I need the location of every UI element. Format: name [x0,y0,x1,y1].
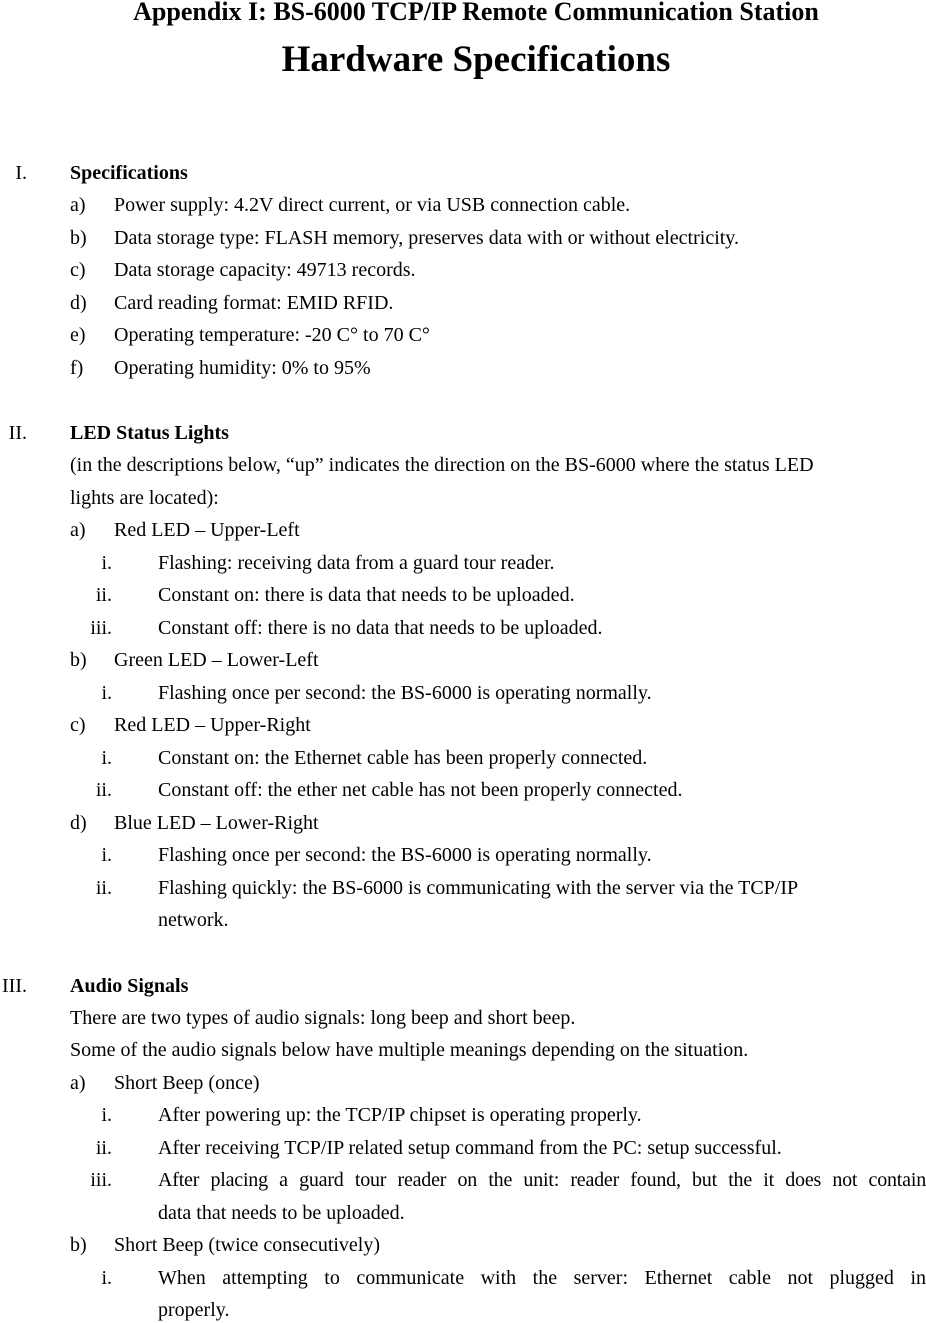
list-item: Blue LED – Lower-Right [114,812,319,834]
list-marker: c) [70,714,86,736]
list-marker: d) [70,812,87,834]
sublist-marker: i. [101,552,112,574]
list-marker: e) [70,324,86,346]
sublist-marker: i. [101,747,112,769]
sublist-item: Flashing: receiving data from a guard tour reader. [158,552,555,574]
sublist-marker: iii. [90,617,112,639]
list-marker: b) [70,1234,87,1256]
sublist-item-continued: properly. [158,1299,230,1321]
list-item: Operating humidity: 0% to 95% [114,357,371,379]
sublist-marker: ii. [95,877,112,899]
list-item: Power supply: 4.2V direct current, or via USB connection cable. [114,194,631,216]
list-item: Short Beep (twice consecutively) [114,1234,381,1256]
section-numeral: II. [8,422,27,444]
section-numeral: I. [15,162,27,184]
list-marker: a) [70,194,86,216]
list-marker: c) [70,259,86,281]
section-heading: Specifications [70,162,188,184]
sublist-item: After receiving TCP/IP related setup command from the PC: setup successful. [158,1137,782,1159]
sublist-item: After powering up: the TCP/IP chipset is operating properly. [158,1104,642,1126]
list-item: Red LED – Upper-Right [114,714,311,736]
sublist-marker: ii. [95,584,112,606]
section-heading: LED Status Lights [70,422,229,444]
section-intro: Some of the audio signals below have multiple meanings depending on the situation. [70,1039,749,1061]
list-item: Data storage capacity: 49713 records. [114,259,416,281]
section-intro: lights are located): [70,487,219,509]
sublist-marker: i. [101,1267,112,1289]
document-title-line2: Hardware Specifications [281,39,671,80]
sublist-marker: i. [101,1104,112,1126]
sublist-marker: i. [101,682,112,704]
sublist-item: Flashing once per second: the BS-6000 is operating normally. [158,844,652,866]
list-item: Green LED – Lower-Left [114,649,319,671]
list-marker: b) [70,227,87,249]
sublist-item: When attempting to communicate with the server: Ethernet cable not plugged in [158,1267,926,1289]
sublist-item: Constant off: the ether net cable has not been properly connected. [158,779,683,801]
sublist-item: Flashing once per second: the BS-6000 is operating normally. [158,682,652,704]
list-item: Card reading format: EMID RFID. [114,292,394,314]
list-marker: b) [70,649,87,671]
sublist-item: Constant on: there is data that needs to be uploaded. [158,584,575,606]
section-numeral: III. [2,975,27,997]
sublist-item-continued: data that needs to be uploaded. [158,1202,405,1224]
section-intro: There are two types of audio signals: long beep and short beep. [70,1007,576,1029]
list-marker: f) [70,357,84,379]
document-title-line1: Appendix I: BS-6000 TCP/IP Remote Communication Station [133,0,819,26]
sublist-item: After placing a guard tour reader on the unit: reader found, but the it does not contain [158,1169,926,1191]
list-marker: a) [70,519,86,541]
list-marker: d) [70,292,87,314]
list-item: Red LED – Upper-Left [114,519,300,541]
list-item: Data storage type: FLASH memory, preserves data with or without electricity. [114,227,740,249]
sublist-marker: i. [101,844,112,866]
list-marker: a) [70,1072,86,1094]
sublist-item: Flashing quickly: the BS-6000 is communicating with the server via the TCP/IP [158,877,799,899]
sublist-item: Constant off: there is no data that needs to be uploaded. [158,617,603,639]
sublist-marker: ii. [95,779,112,801]
sublist-marker: iii. [90,1169,112,1191]
section-intro: (in the descriptions below, “up” indicates the direction on the BS-6000 where the status LED [70,454,814,476]
sublist-marker: ii. [95,1137,112,1159]
sublist-item: Constant on: the Ethernet cable has been properly connected. [158,747,648,769]
list-item: Short Beep (once) [114,1072,260,1094]
sublist-item-continued: network. [158,909,229,931]
list-item: Operating temperature: -20 C° to 70 C° [114,324,430,346]
section-heading: Audio Signals [70,975,189,997]
